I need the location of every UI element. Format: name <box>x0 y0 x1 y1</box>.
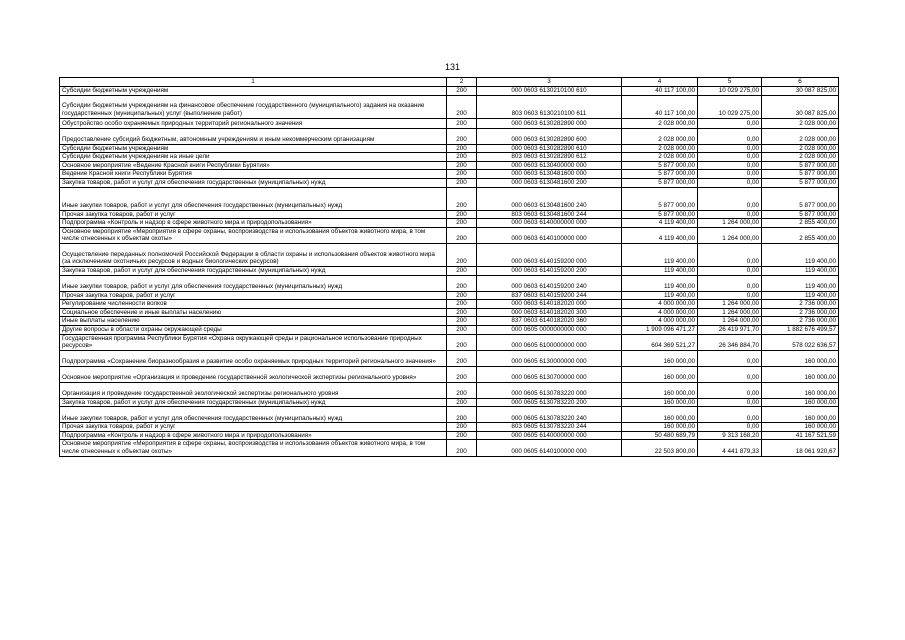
cell-approved: 160 000,00 <box>622 382 698 398</box>
cell-name: Иные закупки товаров, работ и услуг для обеспечения государственных (муниципальных) нужд <box>60 275 447 291</box>
cell-executed: 0,00 <box>698 210 762 219</box>
page-number: 131 <box>444 62 461 72</box>
cell-remaining: 30 087 825,00 <box>762 87 839 96</box>
cell-approved: 119 400,00 <box>622 275 698 291</box>
cell-remaining: 5 877 000,00 <box>762 170 839 179</box>
cell-approved: 22 503 800,00 <box>622 440 698 456</box>
table-row <box>60 275 839 291</box>
cell-name: Регулирование численности волков <box>60 300 447 309</box>
cell-name: Основное мероприятие «Ведение Красной книги Республики Бурятия» <box>60 161 447 170</box>
cell-name: Организация и проведение государственной экологической экспертизы регионального уровня <box>60 382 447 398</box>
cell-classification-code: 000 0603 6130481600 240 <box>477 187 622 210</box>
cell-classification-code: 000 0605 0000000000 000 <box>477 325 622 334</box>
cell-classification-code: 000 0603 6130481600 200 <box>477 178 622 187</box>
cell-remaining: 18 061 920,67 <box>762 440 839 456</box>
cell-executed: 0,00 <box>698 144 762 153</box>
cell-line-code: 200 <box>447 227 477 243</box>
cell-name: Субсидии бюджетным учреждениям на иные цели <box>60 153 447 162</box>
cell-name: Прочая закупка товаров, работ и услуг <box>60 210 447 219</box>
cell-executed: 0,00 <box>698 243 762 266</box>
cell-classification-code: 000 0605 6130700000 000 <box>477 366 622 382</box>
cell-name: Иные закупки товаров, работ и услуг для обеспечения государственных (муниципальных) нужд <box>60 407 447 423</box>
cell-name: Закупка товаров, работ и услуг для обеспечения государственных (муниципальных) нужд <box>60 398 447 407</box>
cell-executed: 1 264 000,00 <box>698 219 762 228</box>
cell-classification-code: 000 0603 6140159200 000 <box>477 243 622 266</box>
cell-approved: 160 000,00 <box>622 407 698 423</box>
cell-executed: 4 441 879,33 <box>698 440 762 456</box>
cell-approved: 5 877 000,00 <box>622 170 698 179</box>
table-row <box>60 300 839 309</box>
cell-approved: 2 028 000,00 <box>622 153 698 162</box>
cell-line-code: 200 <box>447 275 477 291</box>
table-row <box>60 243 839 266</box>
cell-classification-code: 000 0603 6140182020 300 <box>477 308 622 317</box>
cell-name: Социальное обеспечение и иные выплаты населению <box>60 308 447 317</box>
table-row <box>60 266 839 275</box>
cell-name: Ведение Красной книги Республики Бурятия <box>60 170 447 179</box>
cell-remaining: 30 087 825,00 <box>762 95 839 118</box>
cell-line-code: 200 <box>447 308 477 317</box>
cell-executed: 0,00 <box>698 382 762 398</box>
table-row <box>60 187 839 210</box>
cell-remaining: 2 736 000,00 <box>762 308 839 317</box>
cell-classification-code: 000 0605 6140000000 000 <box>477 431 622 440</box>
cell-name: Предоставление субсидий бюджетным, автономным учреждениям и иным некоммерческим организациям <box>60 128 447 144</box>
table-row <box>60 366 839 382</box>
cell-name: Подпрограмма «Сохранение биоразнообразия и развитие особо охраняемых природных территорий регионального значения» <box>60 350 447 366</box>
cell-remaining: 1 882 676 499,57 <box>762 325 839 334</box>
cell-classification-code: 803 0603 6130210100 611 <box>477 95 622 118</box>
cell-classification-code: 000 0605 6130783220 000 <box>477 382 622 398</box>
cell-executed: 0,00 <box>698 118 762 128</box>
cell-name: Субсидии бюджетным учреждениям на финансовое обеспечение государственного (муниципального) задания на оказание государственных (муниципальных) услуг (выполнение работ) <box>60 95 447 118</box>
cell-executed: 0,00 <box>698 187 762 210</box>
cell-classification-code: 000 0603 6140182020 000 <box>477 300 622 309</box>
cell-name: Субсидии бюджетным учреждениям <box>60 87 447 96</box>
cell-line-code: 200 <box>447 153 477 162</box>
cell-line-code: 200 <box>447 317 477 326</box>
cell-name: Прочая закупка товаров, работ и услуг <box>60 423 447 432</box>
cell-name: Прочая закупка товаров, работ и услуг <box>60 291 447 300</box>
table-row <box>60 118 839 128</box>
cell-name: Осуществление переданных полномочий Российской Федерации в области охраны и использования объектов животного мира (за исключением охотничьих ресурсов и водных биологических ресурсов) <box>60 243 447 266</box>
cell-line-code: 200 <box>447 325 477 334</box>
header-col-4: 4 <box>622 78 698 87</box>
cell-approved: 5 877 000,00 <box>622 210 698 219</box>
cell-line-code: 200 <box>447 161 477 170</box>
cell-approved: 160 000,00 <box>622 398 698 407</box>
cell-line-code: 200 <box>447 87 477 96</box>
cell-line-code: 200 <box>447 178 477 187</box>
cell-line-code: 200 <box>447 423 477 432</box>
cell-line-code: 200 <box>447 243 477 266</box>
cell-executed: 0,00 <box>698 128 762 144</box>
table-row <box>60 423 839 432</box>
cell-remaining: 160 000,00 <box>762 407 839 423</box>
table-row <box>60 317 839 326</box>
cell-approved: 40 117 100,00 <box>622 87 698 96</box>
cell-line-code: 200 <box>447 366 477 382</box>
cell-executed: 0,00 <box>698 178 762 187</box>
cell-remaining: 119 400,00 <box>762 266 839 275</box>
cell-executed: 0,00 <box>698 423 762 432</box>
cell-approved: 2 028 000,00 <box>622 144 698 153</box>
cell-remaining: 2 028 000,00 <box>762 128 839 144</box>
cell-name: Субсидии бюджетным учреждениям <box>60 144 447 153</box>
cell-approved: 119 400,00 <box>622 243 698 266</box>
cell-approved: 1 909 096 471,27 <box>622 325 698 334</box>
cell-executed: 26 419 971,70 <box>698 325 762 334</box>
cell-approved: 119 400,00 <box>622 266 698 275</box>
cell-remaining: 2 736 000,00 <box>762 300 839 309</box>
cell-classification-code: 000 0603 6130282890 610 <box>477 144 622 153</box>
cell-classification-code: 000 0605 6130783220 240 <box>477 407 622 423</box>
cell-line-code: 200 <box>447 95 477 118</box>
cell-approved: 4 119 400,00 <box>622 219 698 228</box>
header-row <box>60 78 839 87</box>
cell-executed: 0,00 <box>698 350 762 366</box>
cell-classification-code: 803 0603 6130282890 612 <box>477 153 622 162</box>
table-row <box>60 153 839 162</box>
cell-line-code: 200 <box>447 266 477 275</box>
cell-executed: 0,00 <box>698 266 762 275</box>
cell-classification-code: 837 0603 6140159200 244 <box>477 291 622 300</box>
cell-approved: 119 400,00 <box>622 291 698 300</box>
cell-classification-code: 000 0603 6130210100 610 <box>477 87 622 96</box>
table-row <box>60 128 839 144</box>
cell-line-code: 200 <box>447 300 477 309</box>
cell-name: Обустройство особо охраняемых природных территорий регионального значения <box>60 118 447 128</box>
cell-remaining: 160 000,00 <box>762 398 839 407</box>
cell-remaining: 5 877 000,00 <box>762 178 839 187</box>
header-col-6: 6 <box>762 78 839 87</box>
cell-classification-code: 000 0603 6140100000 000 <box>477 227 622 243</box>
cell-approved: 4 000 000,00 <box>622 317 698 326</box>
table-row <box>60 144 839 153</box>
cell-name: Основное мероприятие «Мероприятия в сфере охраны, воспроизводства и использования объектов животного мира, в том числе отнесенных к объектам охоты» <box>60 440 447 456</box>
cell-name: Подпрограмма «Контроль и надзор в сфере животного мира и природопользования» <box>60 219 447 228</box>
table-row <box>60 178 839 187</box>
cell-remaining: 5 877 000,00 <box>762 187 839 210</box>
cell-executed: 0,00 <box>698 275 762 291</box>
cell-classification-code: 000 0605 6140100000 000 <box>477 440 622 456</box>
cell-remaining: 2 028 000,00 <box>762 144 839 153</box>
table-row <box>60 219 839 228</box>
table-row <box>60 407 839 423</box>
cell-approved: 160 000,00 <box>622 366 698 382</box>
cell-classification-code: 000 0605 6130000000 000 <box>477 350 622 366</box>
cell-line-code: 200 <box>447 128 477 144</box>
cell-name: Основное мероприятие «Мероприятия в сфере охраны, воспроизводства и использования объектов животного мира, в том числе отнесенных к объектам охоты» <box>60 227 447 243</box>
cell-classification-code: 000 0603 6140000000 000 <box>477 219 622 228</box>
table-row <box>60 325 839 334</box>
cell-classification-code: 000 0603 6130282890 000 <box>477 118 622 128</box>
cell-remaining: 2 028 000,00 <box>762 153 839 162</box>
cell-name: Другие вопросы в области охраны окружающей среды <box>60 325 447 334</box>
table-row <box>60 382 839 398</box>
cell-approved: 2 028 000,00 <box>622 118 698 128</box>
cell-remaining: 160 000,00 <box>762 350 839 366</box>
table-row <box>60 227 839 243</box>
cell-name: Основное мероприятие «Организация и проведение государственной экологической экспертизы регионального уровня» <box>60 366 447 382</box>
table-row <box>60 210 839 219</box>
cell-classification-code: 000 0603 6130481600 000 <box>477 170 622 179</box>
cell-classification-code: 000 0605 6130783220 200 <box>477 398 622 407</box>
cell-line-code: 200 <box>447 187 477 210</box>
cell-line-code: 200 <box>447 382 477 398</box>
cell-line-code: 200 <box>447 407 477 423</box>
cell-remaining: 5 877 000,00 <box>762 210 839 219</box>
cell-approved: 5 877 000,00 <box>622 161 698 170</box>
cell-classification-code: 000 0605 6100000000 000 <box>477 334 622 350</box>
cell-executed: 1 264 000,00 <box>698 308 762 317</box>
cell-approved: 4 000 000,00 <box>622 300 698 309</box>
table-row <box>60 87 839 96</box>
cell-line-code: 200 <box>447 334 477 350</box>
table-row <box>60 308 839 317</box>
cell-line-code: 200 <box>447 398 477 407</box>
cell-remaining: 119 400,00 <box>762 291 839 300</box>
cell-line-code: 200 <box>447 210 477 219</box>
cell-remaining: 2 855 400,00 <box>762 227 839 243</box>
header-col-3: 3 <box>477 78 622 87</box>
budget-table <box>59 77 839 457</box>
cell-name: Иные выплаты населению <box>60 317 447 326</box>
cell-line-code: 200 <box>447 170 477 179</box>
cell-remaining: 160 000,00 <box>762 423 839 432</box>
cell-line-code: 200 <box>447 291 477 300</box>
cell-remaining: 160 000,00 <box>762 382 839 398</box>
cell-line-code: 200 <box>447 431 477 440</box>
cell-executed: 1 264 000,00 <box>698 317 762 326</box>
cell-approved: 160 000,00 <box>622 423 698 432</box>
cell-approved: 5 877 000,00 <box>622 187 698 210</box>
cell-executed: 0,00 <box>698 398 762 407</box>
cell-classification-code: 803 0605 6130783220 244 <box>477 423 622 432</box>
cell-approved: 5 877 000,00 <box>622 178 698 187</box>
table-row <box>60 440 839 456</box>
cell-remaining: 2 855 400,00 <box>762 219 839 228</box>
cell-approved: 604 369 521,27 <box>622 334 698 350</box>
cell-name: Закупка товаров, работ и услуг для обеспечения государственных (муниципальных) нужд <box>60 266 447 275</box>
cell-executed: 0,00 <box>698 161 762 170</box>
cell-line-code: 200 <box>447 118 477 128</box>
cell-executed: 1 264 000,00 <box>698 227 762 243</box>
header-col-5: 5 <box>698 78 762 87</box>
cell-line-code: 200 <box>447 219 477 228</box>
cell-approved: 160 000,00 <box>622 350 698 366</box>
cell-remaining: 119 400,00 <box>762 275 839 291</box>
header-col-2: 2 <box>447 78 477 87</box>
cell-executed: 26 346 884,70 <box>698 334 762 350</box>
table-row <box>60 398 839 407</box>
cell-executed: 0,00 <box>698 153 762 162</box>
cell-executed: 0,00 <box>698 170 762 179</box>
cell-remaining: 2 736 000,00 <box>762 317 839 326</box>
cell-name: Закупка товаров, работ и услуг для обеспечения государственных (муниципальных) нужд <box>60 178 447 187</box>
cell-line-code: 200 <box>447 144 477 153</box>
table-row <box>60 161 839 170</box>
cell-classification-code: 000 0603 6130400000 000 <box>477 161 622 170</box>
table-row <box>60 291 839 300</box>
cell-executed: 9 313 168,20 <box>698 431 762 440</box>
table-row <box>60 334 839 350</box>
cell-remaining: 119 400,00 <box>762 243 839 266</box>
cell-classification-code: 837 0603 6140182020 360 <box>477 317 622 326</box>
cell-name: Подпрограмма «Контроль и надзор в сфере животного мира и природопользования» <box>60 431 447 440</box>
cell-executed: 10 029 275,00 <box>698 95 762 118</box>
cell-remaining: 160 000,00 <box>762 366 839 382</box>
cell-executed: 0,00 <box>698 366 762 382</box>
cell-line-code: 200 <box>447 440 477 456</box>
cell-classification-code: 000 0603 6140159200 240 <box>477 275 622 291</box>
cell-approved: 4 119 400,00 <box>622 227 698 243</box>
table-row <box>60 350 839 366</box>
cell-approved: 2 028 000,00 <box>622 128 698 144</box>
cell-executed: 10 029 275,00 <box>698 87 762 96</box>
cell-name: Государственная программа Республики Бурятия «Охрана окружающей среды и рациональное использование природных ресурсов» <box>60 334 447 350</box>
cell-name: Иные закупки товаров, работ и услуг для обеспечения государственных (муниципальных) нужд <box>60 187 447 210</box>
cell-classification-code: 803 0603 6130481600 244 <box>477 210 622 219</box>
cell-executed: 0,00 <box>698 291 762 300</box>
cell-approved: 40 117 100,00 <box>622 95 698 118</box>
cell-executed: 1 264 000,00 <box>698 300 762 309</box>
table-row <box>60 431 839 440</box>
cell-remaining: 2 028 000,00 <box>762 118 839 128</box>
cell-remaining: 41 167 521,59 <box>762 431 839 440</box>
cell-remaining: 578 022 636,57 <box>762 334 839 350</box>
cell-approved: 4 000 000,00 <box>622 308 698 317</box>
cell-remaining: 5 877 000,00 <box>762 161 839 170</box>
cell-line-code: 200 <box>447 350 477 366</box>
cell-approved: 50 480 689,79 <box>622 431 698 440</box>
cell-classification-code: 000 0603 6140159200 200 <box>477 266 622 275</box>
cell-executed: 0,00 <box>698 407 762 423</box>
cell-classification-code: 000 0603 6130282890 600 <box>477 128 622 144</box>
table-row <box>60 170 839 179</box>
header-col-1: 1 <box>60 78 447 87</box>
table-row <box>60 95 839 118</box>
